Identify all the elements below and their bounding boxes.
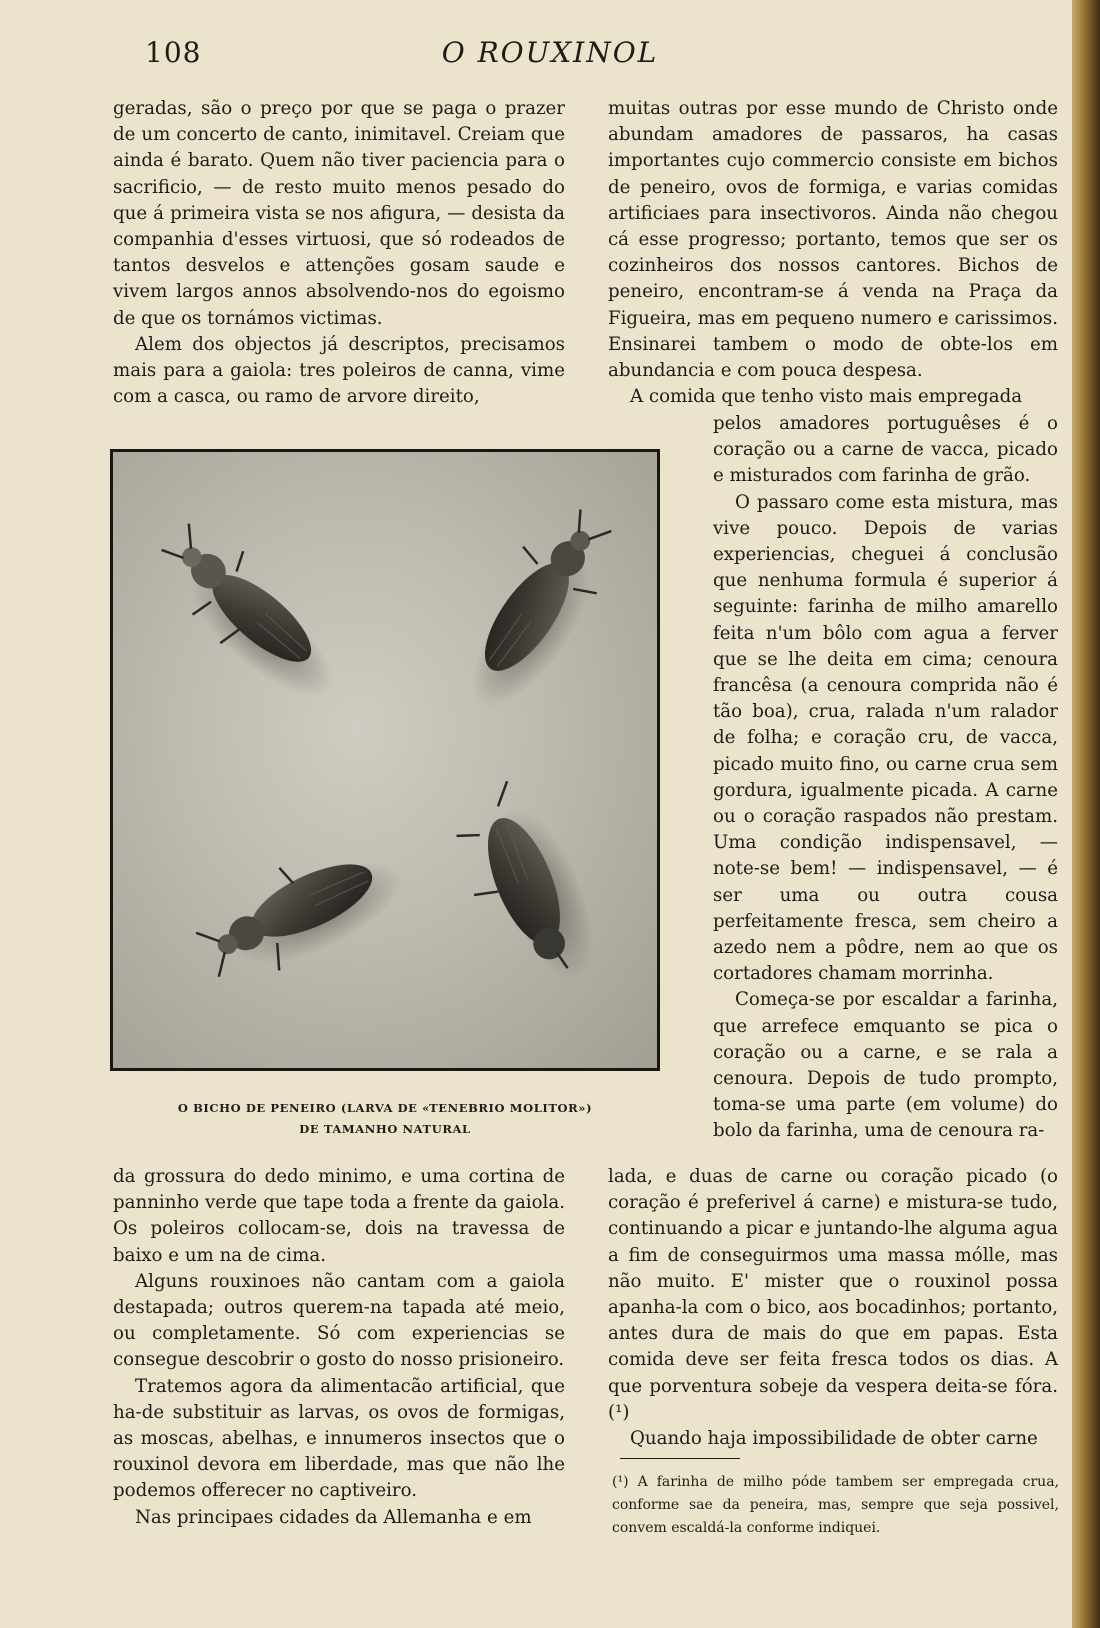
right-column-bottom	[608, 1164, 1058, 1452]
paragraph: Alem dos objectos já descriptos, precisamos mais para a gaiola: tres poleiros de canna, vime com a casca, ou ramo de arvore direito,	[113, 333, 565, 408]
footnote-text: (¹) A farinha de milho póde tambem ser empregada crua, conforme sae da peneira, mas, sempre que seja possivel, convem escaldá-la conforme indiquei.	[612, 1474, 1059, 1536]
paragraph: Quando haja impossibilidade de obter carne	[630, 1428, 1038, 1450]
paragraph: pelos amadores portuguêses é o coração ou a carne de vacca, picado e misturados com farinha de grão.	[713, 413, 1058, 487]
running-head: O ROUXINOL	[441, 36, 659, 69]
beetles-illustration	[113, 452, 657, 1068]
paragraph: Tratemos agora da alimentacão artificial, que ha-de substituir as larvas, os ovos de formigas, as moscas, abelhas, e innumeros insectos que o rouxinol devora em liberdade, mas que não lhe podemos offerecer no captiveiro.	[113, 1375, 565, 1502]
paragraph: da grossura do dedo minimo, e uma cortina de panninho verde que tape toda a frente da gaiola. Os poleiros collocam-se, dois na travessa de baixo e um na de cima.	[113, 1166, 565, 1266]
paragraph: O passaro come esta mistura, mas vive pouco. Depois de varias experiencias, cheguei á conclusão que nenhuma formula é superior á seguinte: farinha de milho amarello feita n'um bôlo com agua a ferver que se lhe deita em cima; cenoura francêsa (a cenoura comprida não é tão boa), crua, ralada n'um ralador de folha; e coração cru, de vacca, picado muito fino, ou carne crua sem gordura, igualmente picada. A carne ou o coração raspados não prestam. Uma condição indispensavel, — note-se bem! — indispensavel, — é ser uma ou outra cousa perfeitamente fresca, sem cheiro a azedo nem a pôdre, nem ao que os cortadores chamam morrinha.	[713, 491, 1058, 985]
beetle-4	[439, 770, 613, 1003]
beetle-3	[186, 823, 415, 996]
right-column-narrow	[713, 411, 1058, 1145]
paragraph: Nas principaes cidades da Allemanha e em	[135, 1506, 532, 1528]
paragraph: A comida que tenho visto mais empregada	[630, 386, 1023, 408]
beetle-photograph	[110, 449, 660, 1071]
page-number: 108	[145, 36, 202, 69]
left-column-bottom	[113, 1164, 565, 1531]
figure-caption	[110, 1098, 660, 1140]
beetle-2	[435, 495, 634, 725]
footnote-divider	[620, 1458, 740, 1459]
right-column-top	[608, 96, 1058, 410]
paragraph: Alguns rouxinoes não cantam com a gaiola destapada; outros querem-na tapada até meio, ou completamente. Só com experiencias se consegue descobrir o gosto do nosso prisioneiro.	[113, 1270, 565, 1371]
left-column-top	[113, 96, 565, 410]
caption-line-2: DE TAMANHO NATURAL	[299, 1122, 471, 1136]
paragraph: lada, e duas de carne ou coração picado (o coração é preferivel á carne) e mistura-se tudo, continuando a picar e juntando-lhe alguma agua a fim de conseguirmos uma massa mólle, mas não muito. E' mister que o rouxinol possa apanha-la com o bico, aos bocadinhos; portanto, antes dura de mais do que em papas. Esta comida deve ser feita fresca todos os dias. A que porventura sobeje da vespera deita-se fóra. (¹)	[608, 1166, 1058, 1423]
paragraph: muitas outras por esse mundo de Christo onde abundam amadores de passaros, ha casas importantes cujo commercio consiste em bichos de peneiro, ovos de formiga, e varias comidas artificiaes para insectivoros. Ainda não chegou cá esse progresso; portanto, temos que ser os cozinheiros dos nossos cantores. Bichos de peneiro, encontram-se á venda na Praça da Figueira, mas em pequeno numero e carissimos. Ensinarei tambem o modo de obte-los em abundancia e com pouca despesa.	[608, 98, 1058, 382]
caption-line-1: O BICHO DE PENEIRO (LARVA DE «TENEBRIO MOLITOR»)	[177, 1101, 593, 1115]
footnote	[612, 1471, 1059, 1540]
beetle-1	[140, 511, 363, 717]
paragraph: geradas, são o preço por que se paga o prazer de um concerto de canto, inimitavel. Creiam que ainda é barato. Quem não tiver paciencia para o sacrificio, — de resto muito menos pesado do que á primeira vista se nos afigura, — desista da companhia d'esses virtuosi, que só rodeados de tantos desvelos e attenções gosam saude e vivem largos annos absolvendo-nos do egoismo de que os tornámos victimas.	[113, 98, 565, 329]
book-spine-edge	[1072, 0, 1100, 1628]
paragraph: Começa-se por escaldar a farinha, que arrefece emquanto se pica o coração ou a carne, e se rala a cenoura. Depois de tudo prompto, toma-se uma parte (em volume) do bolo da farinha, uma de cenoura ra-	[713, 989, 1058, 1142]
